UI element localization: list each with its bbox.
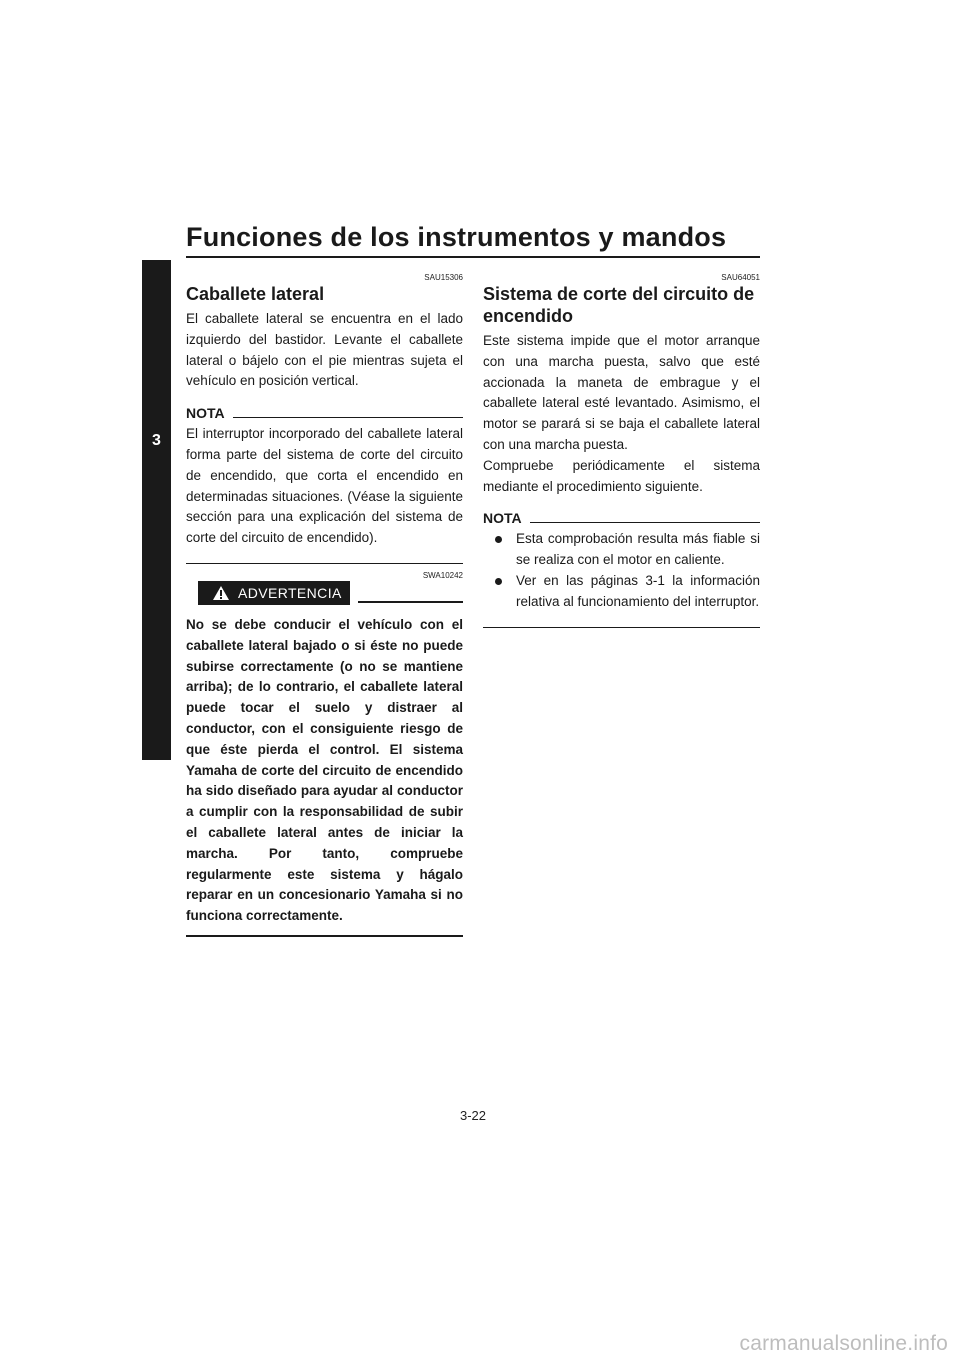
nota-rule bbox=[233, 417, 463, 418]
warning-badge bbox=[198, 581, 350, 605]
section-body-caballete: El caballete lateral se encuentra en el lado izquierdo del bastidor. Levante el caballete lateral o bájelo con el pie mientras sujeta el vehículo en posición vertical. bbox=[186, 311, 463, 389]
nota-header bbox=[483, 509, 760, 527]
page-number: 3-22 bbox=[459, 1108, 487, 1123]
nota-text: El interruptor incorporado del caballete lateral forma parte del sistema de corte del circuito de encendido, que corta el encendido en determinadas situaciones. (Véase la siguiente sección para una explicación del sistema de corte del circuito de encendido). bbox=[186, 426, 463, 546]
left-column bbox=[186, 272, 463, 937]
section-body-sistema: Este sistema impide que el motor arranque con una marcha puesta, salvo que esté accionada la maneta de embrague y el caballete lateral esté levantado. Asimismo, el motor se parará si se baja el caballete lateral con una marcha puesta. bbox=[483, 333, 760, 452]
bullet-text: Esta comprobación resulta más fiable si se realiza con el motor en caliente. bbox=[516, 531, 760, 568]
watermark: carmanualsonline.info bbox=[739, 1332, 948, 1355]
chapter-tab bbox=[142, 260, 171, 760]
section-code: SAU15306 bbox=[424, 273, 463, 282]
list-item bbox=[483, 529, 760, 571]
section-body-sistema-2: Compruebe periódicamente el sistema mediante el procedimiento siguiente. bbox=[483, 457, 760, 494]
section-heading-sistema: Sistema de corte del circuito de encendido bbox=[483, 284, 755, 326]
bullet-icon bbox=[495, 578, 502, 585]
warning-end-rule bbox=[186, 935, 463, 937]
right-column bbox=[483, 272, 760, 628]
nota-label: NOTA bbox=[483, 510, 522, 527]
title-rule bbox=[186, 256, 760, 258]
warning-triangle-icon bbox=[212, 585, 230, 601]
bullet-text: Ver en las páginas 3-1 la información relativa al funcionamiento del interruptor. bbox=[516, 572, 760, 609]
warning-text: No se debe conducir el vehículo con el caballete lateral bajado o si éste no puede subirse correctamente (o no se mantiene arriba); de lo contrario, el caballete lateral puede tocar el suelo y distraer al conductor, con el consiguiente riesgo de que éste pierda el control. El sistema Yamaha de corte del circuito de encendido ha sido diseñado para ayudar al conductor a cumplir con la responsabilidad de subir el caballete lateral antes de iniciar la marcha. Por tanto, compruebe regularmente este sistema y hágalo reparar en un concesionario Yamaha si no funciona correctamente. bbox=[186, 616, 463, 924]
nota-rule bbox=[530, 522, 760, 523]
nota-end-rule bbox=[186, 563, 463, 564]
nota-header bbox=[186, 404, 463, 422]
chapter-tab-label: 3 bbox=[152, 432, 161, 449]
warning-label: ADVERTENCIA bbox=[238, 584, 342, 601]
nota-label: NOTA bbox=[186, 405, 225, 422]
page-title: Funciones de los instrumentos y mandos bbox=[186, 222, 727, 252]
warning-header bbox=[186, 581, 463, 605]
list-item bbox=[483, 571, 760, 613]
nota-bullet-list bbox=[483, 529, 760, 612]
nota-end-rule bbox=[483, 627, 760, 628]
section-heading-caballete: Caballete lateral bbox=[186, 284, 325, 304]
bullet-icon bbox=[495, 536, 502, 543]
section-code: SAU64051 bbox=[721, 273, 760, 282]
warning-rule bbox=[358, 601, 463, 603]
warning-code: SWA10242 bbox=[422, 570, 463, 580]
